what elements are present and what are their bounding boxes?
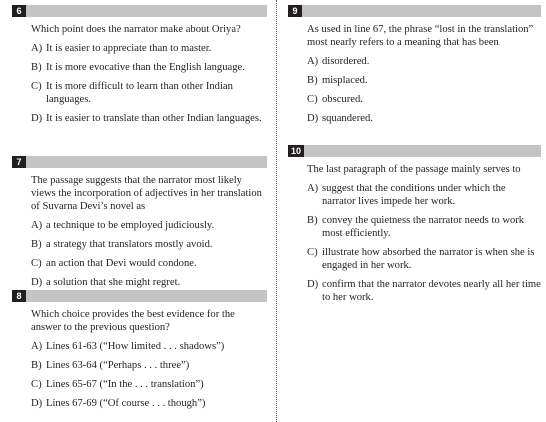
choice-letter: B) [31,239,42,250]
question-9 [288,5,541,131]
question-number: 6 [12,5,26,17]
choice-letter: B) [307,215,318,226]
question-header-bar [12,5,267,17]
choice-letter: C) [31,258,42,269]
choice-text: It is easier to translate than other Indian languages. [46,113,262,124]
choice-text: convey the quietness the narrator needs to work most efficiently. [322,215,525,239]
choice-letter: C) [31,81,42,92]
question-stem: As used in line 67, the phrase “lost in the translation” most nearly refers to a meaning that has been [307,24,534,48]
choice-letter: B) [31,62,42,73]
choice-letter: D) [307,113,319,124]
question-number: 7 [12,156,26,168]
choice-text: Lines 61-63 (“How limited . . . shadows”) [46,341,225,352]
question-6 [12,5,267,131]
question-number: 9 [288,5,302,17]
answer-choice-a[interactable] [307,182,541,208]
choice-letter: D) [307,279,319,290]
answer-choice-a[interactable] [31,219,267,232]
column-divider [276,0,277,422]
choice-text: misplaced. [322,75,368,86]
question-stem: Which choice provides the best evidence for the answer to the previous question? [31,309,235,333]
choice-text: squandered. [322,113,373,124]
answer-choice-c[interactable] [31,257,267,270]
question-header-bar [12,290,267,302]
answer-choice-a[interactable] [307,55,541,68]
answer-choice-d[interactable] [31,397,267,410]
choice-letter: C) [307,94,318,105]
question-stem: The passage suggests that the narrator most likely views the incorporation of adjectives in her translation of Suvarna Devi’s novel as [31,175,262,212]
choice-letter: D) [31,113,43,124]
question-header-bar [12,156,267,168]
answer-choice-a[interactable] [31,340,267,353]
choice-letter: B) [307,75,318,86]
question-stem: Which point does the narrator make about Oriya? [31,24,241,35]
choice-text: illustrate how absorbed the narrator is when she is engaged in her work. [322,247,535,271]
choice-text: It is more evocative than the English language. [46,62,245,73]
answer-choice-c[interactable] [31,378,267,391]
choice-letter: A) [31,341,43,352]
choice-letter: D) [31,277,43,288]
answer-choice-d[interactable] [31,112,267,125]
choice-letter: B) [31,360,42,371]
choice-letter: D) [31,398,43,409]
question-10 [288,145,541,310]
choice-text: Lines 65-67 (“In the . . . translation”) [46,379,204,390]
question-number: 8 [12,290,26,302]
choice-text: a solution that she might regret. [46,277,181,288]
choice-text: confirm that the narrator devotes nearly all her time to her work. [322,279,541,303]
choice-text: It is easier to appreciate than to master. [46,43,212,54]
answer-choice-b[interactable] [307,74,541,87]
choice-letter: A) [31,43,43,54]
choice-letter: C) [31,379,42,390]
choice-text: Lines 63-64 (“Perhaps . . . three”) [46,360,190,371]
question-stem: The last paragraph of the passage mainly serves to [307,164,521,175]
question-header-bar [288,5,541,17]
answer-choice-c[interactable] [31,80,267,106]
answer-choice-d[interactable] [307,278,541,304]
choice-letter: A) [31,220,43,231]
choice-text: an action that Devi would condone. [46,258,197,269]
choice-text: a strategy that translators mostly avoid. [46,239,213,250]
choice-text: disordered. [322,56,370,67]
choice-text: obscured. [322,94,363,105]
answer-choice-b[interactable] [307,214,541,240]
answer-choice-c[interactable] [307,246,541,272]
answer-choice-b[interactable] [31,61,267,74]
answer-choice-c[interactable] [307,93,541,106]
question-7 [12,156,267,295]
answer-choice-d[interactable] [307,112,541,125]
choice-text: Lines 67-69 (“Of course . . . though”) [46,398,206,409]
question-header-bar [288,145,541,157]
answer-choice-a[interactable] [31,42,267,55]
choice-text: It is more difficult to learn than other Indian languages. [46,81,233,105]
answer-choice-b[interactable] [31,238,267,251]
choice-letter: A) [307,183,319,194]
answer-choice-b[interactable] [31,359,267,372]
choice-letter: A) [307,56,319,67]
answer-choice-d[interactable] [31,276,267,289]
choice-text: suggest that the conditions under which the narrator lives impede her work. [322,183,506,207]
question-number: 10 [288,145,304,157]
choice-letter: C) [307,247,318,258]
choice-text: a technique to be employed judiciously. [46,220,215,231]
question-8 [12,290,267,416]
